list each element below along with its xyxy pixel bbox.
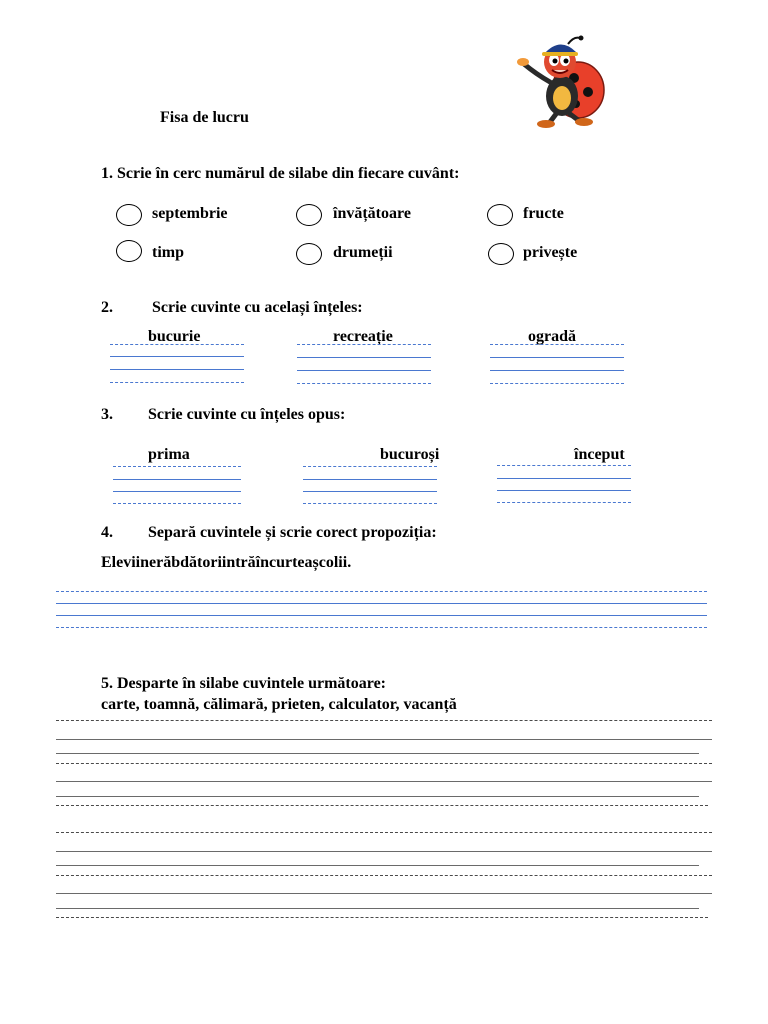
answer-line[interactable] xyxy=(56,603,707,604)
answer-line[interactable] xyxy=(497,502,631,503)
answer-line[interactable] xyxy=(56,739,712,740)
word-fructe: fructe xyxy=(523,205,564,222)
answer-line[interactable] xyxy=(56,591,707,592)
word-priveste: privește xyxy=(523,244,578,261)
answer-line[interactable] xyxy=(56,865,699,866)
answer-line[interactable] xyxy=(56,875,712,876)
answer-line[interactable] xyxy=(56,917,708,918)
answer-line[interactable] xyxy=(56,832,712,833)
answer-line[interactable] xyxy=(497,490,631,491)
answer-line[interactable] xyxy=(303,503,437,504)
exercise-2-number: 2. xyxy=(101,299,113,316)
word-inceput: început xyxy=(574,446,625,463)
answer-line[interactable] xyxy=(490,383,624,384)
answer-line[interactable] xyxy=(113,466,241,467)
answer-line[interactable] xyxy=(297,383,431,384)
answer-line[interactable] xyxy=(490,344,624,345)
word-bucurosi: bucuroși xyxy=(380,446,440,463)
word-drumetii: drumeții xyxy=(333,244,393,261)
exercise-4-heading: Separă cuvintele și scrie corect propoziția: xyxy=(148,524,437,541)
word-septembrie: septembrie xyxy=(152,205,228,222)
syllable-circle[interactable] xyxy=(296,243,322,265)
answer-line[interactable] xyxy=(497,465,631,466)
answer-line[interactable] xyxy=(490,370,624,371)
answer-line[interactable] xyxy=(56,720,712,721)
syllable-circle[interactable] xyxy=(296,204,322,226)
answer-line[interactable] xyxy=(303,479,437,480)
answer-line[interactable] xyxy=(56,893,712,894)
answer-line[interactable] xyxy=(490,357,624,358)
answer-line[interactable] xyxy=(56,753,699,754)
answer-line[interactable] xyxy=(297,357,431,358)
answer-line[interactable] xyxy=(303,491,437,492)
word-invatatoare: învățătoare xyxy=(333,205,411,222)
syllable-circle[interactable] xyxy=(488,243,514,265)
answer-line[interactable] xyxy=(497,478,631,479)
answer-line[interactable] xyxy=(56,781,712,782)
exercise-5-words: carte, toamnă, călimară, prieten, calculator, vacanță xyxy=(101,696,457,713)
word-recreatie: recreație xyxy=(333,328,393,345)
answer-line[interactable] xyxy=(297,344,431,345)
exercise-4-number: 4. xyxy=(101,524,113,541)
answer-line[interactable] xyxy=(56,908,699,909)
answer-line[interactable] xyxy=(56,763,712,764)
answer-line[interactable] xyxy=(56,805,708,806)
answer-line[interactable] xyxy=(113,503,241,504)
exercise-3-number: 3. xyxy=(101,406,113,423)
answer-line[interactable] xyxy=(56,627,707,628)
answer-line[interactable] xyxy=(110,344,244,345)
exercise-5-heading: 5. Desparte în silabe cuvintele următoare: xyxy=(101,675,386,692)
answer-line[interactable] xyxy=(297,370,431,371)
exercise-2-heading: Scrie cuvinte cu același înțeles: xyxy=(152,299,363,316)
answer-line[interactable] xyxy=(303,466,437,467)
word-ograda: ogradă xyxy=(528,328,576,345)
exercise-3-heading: Scrie cuvinte cu înțeles opus: xyxy=(148,406,346,423)
answer-line[interactable] xyxy=(110,356,244,357)
syllable-circle[interactable] xyxy=(487,204,513,226)
answer-line[interactable] xyxy=(110,382,244,383)
word-prima: prima xyxy=(148,446,190,463)
answer-line[interactable] xyxy=(56,615,707,616)
answer-line[interactable] xyxy=(113,479,241,480)
answer-line[interactable] xyxy=(56,796,699,797)
word-timp: timp xyxy=(152,244,184,261)
answer-line[interactable] xyxy=(113,491,241,492)
answer-line[interactable] xyxy=(110,369,244,370)
answer-line[interactable] xyxy=(56,851,712,852)
page-title: Fisa de lucru xyxy=(160,109,249,126)
ladybug-mascot-icon xyxy=(516,34,612,130)
exercise-1-heading: 1. Scrie în cerc numărul de silabe din fiecare cuvânt: xyxy=(101,165,460,182)
syllable-circle[interactable] xyxy=(116,204,142,226)
syllable-circle[interactable] xyxy=(116,240,142,262)
word-bucurie: bucurie xyxy=(148,328,201,345)
exercise-4-sentence: Eleviinerăbdătoriintrăîncurteașcolii. xyxy=(101,554,352,571)
